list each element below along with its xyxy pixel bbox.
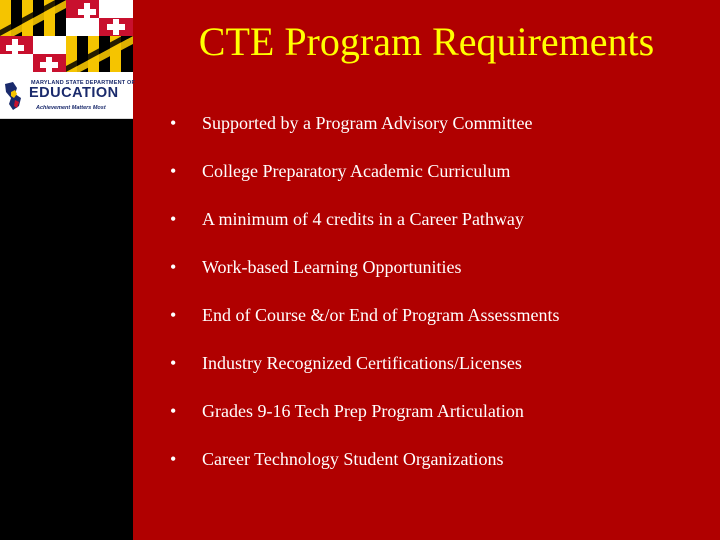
list-item — [170, 249, 559, 297]
bullet-icon: • — [170, 209, 177, 229]
list-item — [170, 153, 559, 201]
slide-title: CTE Program Requirements — [198, 19, 655, 64]
logo-department-line: MARYLAND STATE DEPARTMENT OF — [31, 80, 136, 86]
list-item-text: Industry Recognized Certifications/Licenses — [202, 353, 522, 373]
left-sidebar — [0, 0, 136, 540]
bullet-icon: • — [170, 449, 177, 469]
list-item — [170, 345, 559, 393]
msde-logo — [0, 72, 136, 119]
bullet-icon: • — [170, 113, 177, 133]
list-item-text: A minimum of 4 credits in a Career Pathway — [202, 209, 524, 229]
logo-education-line: EDUCATION — [29, 85, 119, 101]
bullet-icon: • — [170, 305, 177, 325]
list-item — [170, 105, 559, 153]
bullet-icon: • — [170, 353, 177, 373]
logo-tagline: Achievement Matters Most — [36, 105, 106, 111]
list-item-text: Supported by a Program Advisory Committee — [202, 113, 533, 133]
list-item-text: Grades 9-16 Tech Prep Program Articulation — [202, 401, 524, 421]
list-item — [170, 297, 559, 345]
bullet-icon: • — [170, 257, 177, 277]
list-item — [170, 201, 559, 249]
bullet-icon: • — [170, 401, 177, 421]
list-item-text: End of Course &/or End of Program Assessments — [202, 305, 560, 325]
bullet-icon: • — [170, 161, 177, 181]
maryland-flag-icon — [0, 0, 133, 72]
requirements-list — [170, 105, 559, 489]
list-item-text: College Preparatory Academic Curriculum — [202, 161, 511, 181]
list-item-text: Work-based Learning Opportunities — [202, 257, 462, 277]
list-item — [170, 441, 559, 489]
maryland-map-icon — [3, 80, 27, 114]
list-item — [170, 393, 559, 441]
list-item-text: Career Technology Student Organizations — [202, 449, 504, 469]
